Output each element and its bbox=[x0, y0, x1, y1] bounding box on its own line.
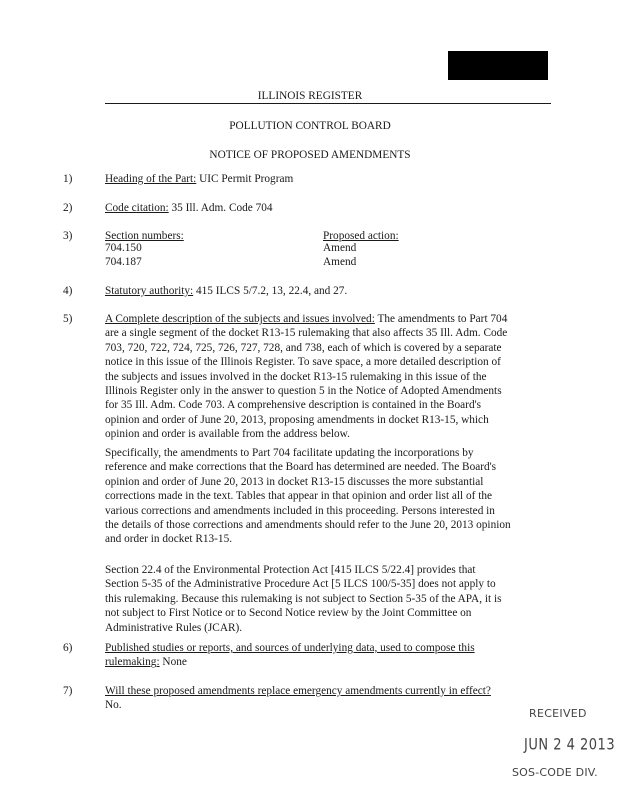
text-line: Specifically, the amendments to Part 704 facilitate updating the incorporations by bbox=[105, 447, 474, 459]
stamp-received: RECEIVED bbox=[529, 707, 587, 720]
item-2-label: Code citation: bbox=[105, 202, 169, 214]
item-7-label: Will these proposed amendments replace emergency amendments currently in effect? bbox=[105, 685, 491, 697]
header-rule bbox=[105, 103, 551, 104]
text-line: Illinois Register only in the answer to question 5 in the Notice of Adopted Amendments bbox=[105, 385, 502, 398]
item-4-label: Statutory authority: bbox=[105, 285, 194, 297]
section-action: Amend bbox=[323, 242, 357, 254]
text-line: this rulemaking. Because this rulemaking is not subject to Section 5-35 of the APA, it is bbox=[105, 592, 502, 605]
item-4-number: 4) bbox=[63, 285, 73, 297]
item-2 bbox=[105, 201, 530, 215]
item-6-value: None bbox=[159, 656, 187, 669]
section-number: 704.150 bbox=[105, 242, 142, 254]
item-1-label: Heading of the Part: bbox=[105, 173, 197, 185]
item-5-paragraph-2 bbox=[105, 446, 530, 547]
stamp-division: SOS-CODE DIV. bbox=[512, 766, 598, 779]
text-line: notice in this issue of the Illinois Register. To save space, a more detailed description of bbox=[105, 356, 501, 369]
item-5-number: 5) bbox=[63, 313, 73, 325]
item-7 bbox=[105, 684, 530, 713]
item-6 bbox=[105, 641, 530, 670]
text-line: opinion and order is available from the address below. bbox=[105, 428, 350, 441]
text-line: Section 22.4 of the Environmental Protection Act [415 ILCS 5/22.4] provides that bbox=[105, 564, 476, 576]
item-5-paragraph-3 bbox=[105, 563, 530, 635]
item-1-value: UIC Permit Program bbox=[196, 173, 294, 185]
text-line: corrections made in the text. Tables that appear in that opinion and order list all of the bbox=[105, 490, 493, 503]
board-name: POLLUTION CONTROL BOARD bbox=[229, 120, 391, 132]
text-line: opinion and order of June 20, 2013, proposing amendments in docket R13-15, which bbox=[105, 413, 489, 426]
item-5-paragraph-1 bbox=[105, 312, 530, 442]
text-line: for 35 Ill. Adm. Code 703. A comprehensive description is contained in the Board's bbox=[105, 399, 482, 412]
text-line: reference and make corrections that the Board has determined are needed. The Board's bbox=[105, 461, 497, 474]
item-5-label: A Complete description of the subjects and issues involved: bbox=[105, 313, 375, 325]
item-5-lead: The amendments to Part 704 bbox=[374, 313, 508, 325]
item-3-number: 3) bbox=[63, 230, 73, 242]
redaction-box bbox=[448, 51, 548, 80]
item-2-number: 2) bbox=[63, 202, 73, 214]
item-2-value: 35 Ill. Adm. Code 704 bbox=[168, 202, 273, 214]
item-1 bbox=[105, 172, 530, 186]
section-numbers-header: Section numbers: bbox=[105, 230, 184, 242]
section-action: Amend bbox=[323, 256, 357, 268]
item-4-value: 415 ILCS 5/7.2, 13, 22.4, and 27. bbox=[193, 285, 348, 297]
section-number: 704.187 bbox=[105, 256, 142, 268]
item-7-number: 7) bbox=[63, 685, 73, 697]
proposed-action-header: Proposed action: bbox=[323, 230, 399, 242]
text-line: 703, 720, 722, 724, 725, 726, 727, 728, and 738, each of which is covered by a separate bbox=[105, 341, 502, 354]
item-1-number: 1) bbox=[63, 173, 73, 185]
text-line: not subject to First Notice or to Second Notice review by the Joint Committee on bbox=[105, 607, 472, 620]
text-line: Section 5-35 of the Administrative Procedure Act [5 ILCS 100/5-35] does not apply to bbox=[105, 578, 496, 591]
item-4 bbox=[105, 284, 530, 298]
text-line: Administrative Rules (JCAR). bbox=[105, 621, 243, 634]
text-line: opinion and order of June 20, 2013 in docket R13-15 discusses the more substantial bbox=[105, 475, 484, 488]
item-6-label-line-1: Published studies or reports, and sources of underlying data, used to compose this bbox=[105, 642, 475, 654]
text-line: the subjects and issues involved in the docket R13-15 rulemaking in this issue of the bbox=[105, 370, 487, 383]
item-6-label-line-2: rulemaking: bbox=[105, 656, 160, 669]
text-line: the details of those corrections and amendments should refer to the June 20, 2013 opinion bbox=[105, 519, 511, 532]
item-7-value: No. bbox=[105, 699, 122, 712]
text-line: and order in docket R13-15. bbox=[105, 533, 233, 546]
stamp-date: JUN 2 4 2013 bbox=[524, 735, 616, 755]
item-6-number: 6) bbox=[63, 642, 73, 654]
text-line: are a single segment of the docket R13-15 rulemaking that also affects 35 Ill. Adm. Code bbox=[105, 327, 508, 340]
text-line: various corrections and amendments included in this proceeding. Persons interested in bbox=[105, 504, 495, 517]
notice-title: NOTICE OF PROPOSED AMENDMENTS bbox=[209, 149, 411, 161]
register-title: ILLINOIS REGISTER bbox=[257, 90, 363, 102]
